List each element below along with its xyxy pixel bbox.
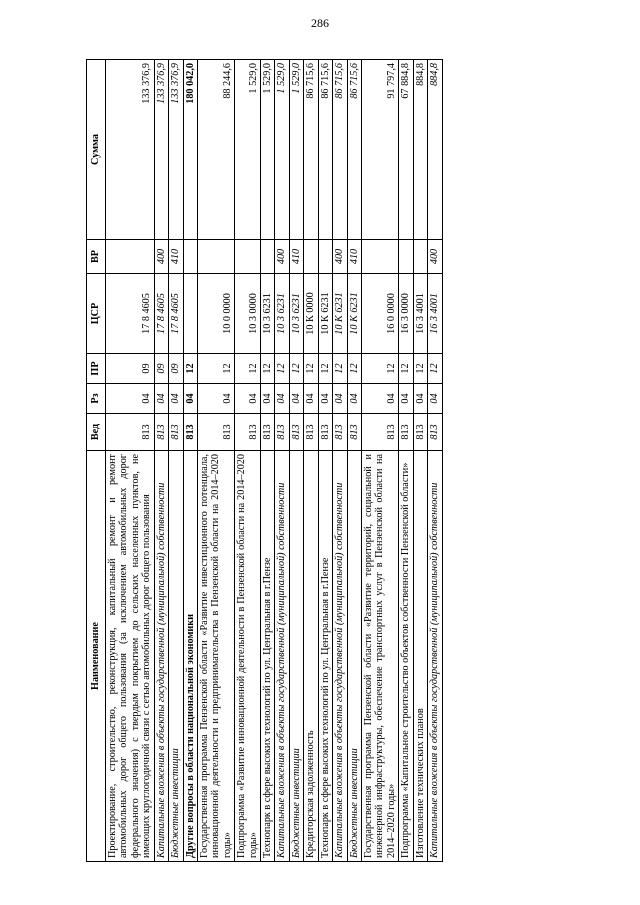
cell-name: Подпрограмма «Развитие инновационной деятельности в Пензенской области на 2014–2020 годы» [235,451,261,862]
table-row [428,60,442,862]
cell-pr: 12 [183,354,197,384]
cell-ved: 813 [154,414,168,451]
table-row [318,60,332,862]
cell-ved: 813 [347,414,361,451]
cell-vr [106,240,155,274]
cell-name: Технопарк в сфере высоких технологий по ул. Центральная в г.Пензе [261,451,275,862]
cell-vr: 400 [275,240,289,274]
cell-rz: 04 [183,384,197,414]
table-row [154,60,168,862]
table-row [413,60,427,862]
cell-vr: 400 [428,240,442,274]
cell-pr: 12 [261,354,275,384]
cell-sum: 180 042,0 [183,60,197,240]
cell-sum: 133 376,9 [169,60,183,240]
cell-rz: 04 [261,384,275,414]
cell-vr [197,240,234,274]
cell-rz: 04 [289,384,303,414]
cell-csr: 10 3 6231 [261,274,275,354]
cell-sum: 91 797,4 [362,60,399,240]
cell-vr [362,240,399,274]
cell-sum: 86 715,6 [318,60,332,240]
cell-name: Кредиторская задолженность [304,451,318,862]
cell-rz: 04 [304,384,318,414]
table-row [362,60,399,862]
cell-csr: 16 3 0000 [399,274,413,354]
cell-rz: 04 [275,384,289,414]
cell-rz: 04 [235,384,261,414]
cell-csr: 17 8 4605 [154,274,168,354]
cell-csr: 10 3 6231 [275,274,289,354]
cell-sum: 884,8 [428,60,442,240]
table-row [289,60,303,862]
cell-vr: 400 [154,240,168,274]
cell-name: Бюджетные инвестиции [169,451,183,862]
cell-rz: 04 [399,384,413,414]
cell-ved: 813 [362,414,399,451]
cell-pr: 12 [413,354,427,384]
cell-ved: 813 [304,414,318,451]
cell-pr: 12 [235,354,261,384]
cell-ved: 813 [318,414,332,451]
cell-name: Проектирование, строительство, реконструкция, капитальный ремонт и ремонт автомобильных дорог общего пользования (за исключением автомобильных дорог федерального значения) с твердым покрытием до сельских населенных пунктов, не имеющих круглогодичной связи с сетью автомобильных дорог общего пользования [106,451,155,862]
cell-sum: 1 529,0 [275,60,289,240]
cell-ved: 813 [261,414,275,451]
cell-vr [235,240,261,274]
cell-ved: 813 [428,414,442,451]
cell-pr: 09 [106,354,155,384]
cell-sum: 86 715,6 [304,60,318,240]
cell-csr: 10 3 6231 [289,274,303,354]
cell-vr [318,240,332,274]
cell-sum: 133 376,9 [106,60,155,240]
cell-csr: 16 3 4001 [428,274,442,354]
cell-ved: 813 [183,414,197,451]
budget-table [86,59,443,862]
cell-vr [413,240,427,274]
cell-pr: 12 [428,354,442,384]
cell-name: Бюджетные инвестиции [289,451,303,862]
cell-csr [183,274,197,354]
cell-sum: 67 884,8 [399,60,413,240]
cell-name: Технопарк в сфере высоких технологий по ул. Центральная в г.Пензе [318,451,332,862]
cell-csr: 10 К 6231 [347,274,361,354]
cell-rz: 04 [362,384,399,414]
cell-pr: 12 [399,354,413,384]
cell-pr: 12 [304,354,318,384]
cell-name: Капитальные вложения в объекты государственной (муниципальной) собственности [428,451,442,862]
cell-sum: 88 244,6 [197,60,234,240]
table-row [197,60,234,862]
cell-ved: 813 [275,414,289,451]
cell-csr: 16 3 4001 [413,274,427,354]
header-sum: Сумма [87,60,106,240]
cell-sum: 1 529,0 [261,60,275,240]
cell-rz: 04 [347,384,361,414]
table-row [261,60,275,862]
cell-name: Государственная программа Пензенской области «Развитие территорий, социальной и инженерной инфраструктуры, обеспечение транспортных услуг в Пензенской области на 2014–2020 годы» [362,451,399,862]
cell-vr: 410 [347,240,361,274]
page-number: 286 [311,16,329,30]
cell-pr: 12 [347,354,361,384]
header-name: Наименование [87,451,106,862]
cell-pr: 09 [154,354,168,384]
cell-name: Капитальные вложения в объекты государственной (муниципальной) собственности [333,451,347,862]
cell-rz: 04 [106,384,155,414]
cell-csr: 10 К 6231 [318,274,332,354]
rotated-table-wrapper [86,60,570,862]
table-row [347,60,361,862]
cell-name: Бюджетные инвестиции [347,451,361,862]
cell-name: Капитальные вложения в объекты государственной (муниципальной) собственности [154,451,168,862]
table-row [304,60,318,862]
header-vr: ВР [87,240,106,274]
cell-sum: 884,8 [413,60,427,240]
cell-csr: 16 0 0000 [362,274,399,354]
cell-pr: 12 [289,354,303,384]
cell-csr: 10 К 6231 [333,274,347,354]
cell-ved: 813 [413,414,427,451]
header-ved: Вед [87,414,106,451]
cell-name: Государственная программа Пензенской области «Развитие инвестиционного потенциала, инновационной деятельности и предпринимательства в Пензенской области на 2014–2020 годы» [197,451,234,862]
cell-rz: 04 [413,384,427,414]
header-pr: ПР [87,354,106,384]
cell-vr: 400 [333,240,347,274]
table-row [183,60,197,862]
cell-ved: 813 [399,414,413,451]
cell-vr: 410 [169,240,183,274]
cell-rz: 04 [154,384,168,414]
cell-ved: 813 [333,414,347,451]
cell-vr [304,240,318,274]
cell-csr: 10 К 0000 [304,274,318,354]
cell-ved: 813 [289,414,303,451]
cell-csr: 10 0 0000 [197,274,234,354]
cell-pr: 12 [197,354,234,384]
cell-pr: 12 [333,354,347,384]
table-header-row [87,60,106,862]
cell-csr: 17 8 4605 [169,274,183,354]
cell-name: Изготовление технических планов [413,451,427,862]
cell-pr: 12 [362,354,399,384]
cell-rz: 04 [169,384,183,414]
cell-rz: 04 [197,384,234,414]
cell-vr [183,240,197,274]
cell-rz: 04 [428,384,442,414]
header-csr: ЦСР [87,274,106,354]
header-rz: Рз [87,384,106,414]
cell-sum: 86 715,6 [347,60,361,240]
cell-ved: 813 [169,414,183,451]
cell-pr: 12 [318,354,332,384]
table-row [169,60,183,862]
cell-vr: 410 [289,240,303,274]
cell-sum: 1 529,0 [289,60,303,240]
cell-csr: 17 8 4605 [106,274,155,354]
cell-pr: 12 [275,354,289,384]
cell-sum: 86 715,6 [333,60,347,240]
table-row [399,60,413,862]
table-body [106,60,443,862]
cell-sum: 133 376,9 [154,60,168,240]
cell-name: Подпрограмма «Капитальное строительство объектов собственности Пензенской области» [399,451,413,862]
table-row [333,60,347,862]
cell-rz: 04 [333,384,347,414]
cell-sum: 1 529,0 [235,60,261,240]
cell-ved: 813 [235,414,261,451]
cell-ved: 813 [197,414,234,451]
table-row [235,60,261,862]
cell-name: Другие вопросы в области национальной экономики [183,451,197,862]
table-row [106,60,155,862]
cell-name: Капитальные вложения в объекты государственной (муниципальной) собственности [275,451,289,862]
cell-pr: 09 [169,354,183,384]
cell-vr [399,240,413,274]
cell-vr [261,240,275,274]
cell-rz: 04 [318,384,332,414]
table-row [275,60,289,862]
cell-ved: 813 [106,414,155,451]
cell-csr: 10 3 0000 [235,274,261,354]
